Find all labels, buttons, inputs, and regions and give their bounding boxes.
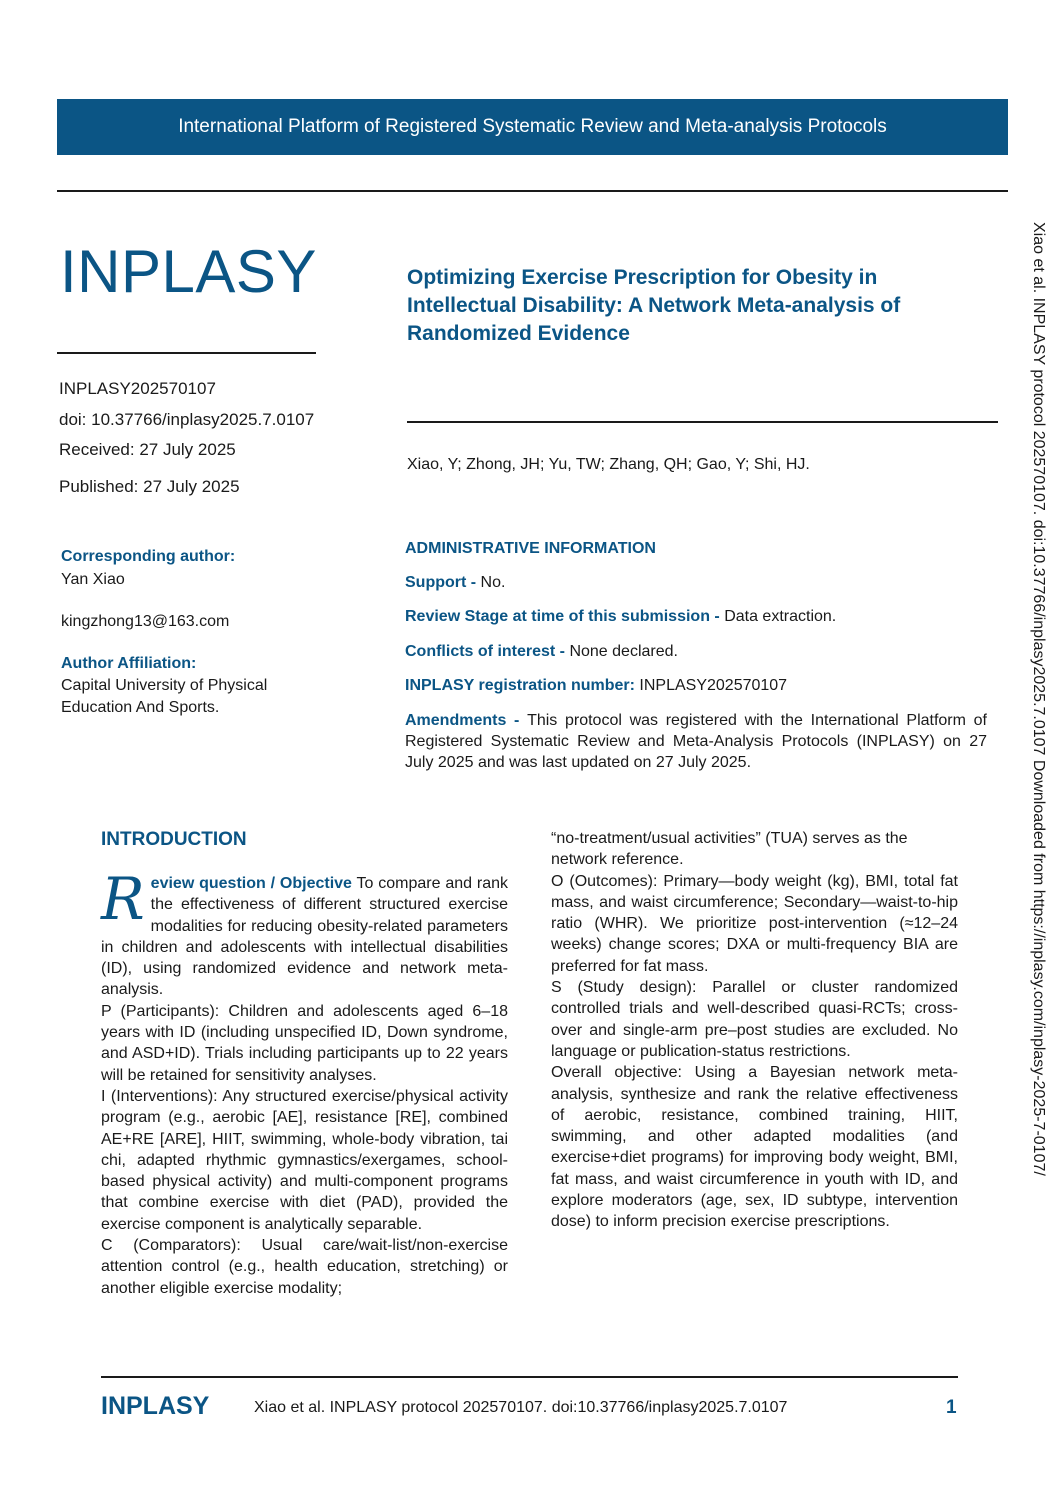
page-number: 1 <box>946 1397 957 1418</box>
comparators-continuation: “no-treatment/usual activities” (TUA) serves as the network reference. <box>551 830 908 869</box>
side-citation-text: Xiao et al. INPLASY protocol 202570107. doi:10.37766/inplasy2025.7.0107 Downloaded from https://inplasy.com/inplasy-2025-7-0107/ <box>1030 222 1047 1176</box>
column-right <box>551 828 958 1233</box>
support-value: No. <box>480 574 506 591</box>
admin-amendments <box>405 710 987 773</box>
drop-cap: R <box>101 865 145 933</box>
title-rule <box>407 421 998 423</box>
author-list: Xiao, Y; Zhong, JH; Yu, TW; Zhang, QH; Gao, Y; Shi, HJ. <box>407 456 810 473</box>
introduction-heading: INTRODUCTION <box>101 829 247 850</box>
interventions-paragraph: I (Interventions): Any structured exercise/physical activity program (e.g., aerobic [AE], resistance [RE], combined AE+RE [ARE], HIIT, swimming, whole-body vibration, tai chi, adapted rhythmic gymnastics/exergames, school-based physical activity) and multi-component programs that combine exercise with diet (PAD), provided the exercise component is analytically separable. <box>101 1087 508 1233</box>
received-date: Received: 27 July 2025 <box>59 440 236 459</box>
objective-lead: eview question / Objective <box>150 875 352 892</box>
inplasy-logo: INPLASY <box>60 238 317 305</box>
banner-text: International Platform of Registered Systematic Review and Meta-analysis Protocols <box>178 116 887 137</box>
admin-review-stage <box>405 606 987 627</box>
admin-heading: ADMINISTRATIVE INFORMATION <box>405 540 656 557</box>
doi: doi: 10.37766/inplasy2025.7.0107 <box>59 410 315 429</box>
study-design-paragraph: S (Study design): Parallel or cluster randomized controlled trials and well-described quasi-RCTs; cross-over and single-arm pre–post studies are excluded. No language or publication-status restrictions. <box>551 979 958 1060</box>
footer-citation: Xiao et al. INPLASY protocol 202570107. doi:10.37766/inplasy2025.7.0107 <box>254 1399 788 1416</box>
side-citation <box>1023 222 1053 1302</box>
affiliation-label: Author Affiliation: <box>61 655 197 672</box>
corresponding-author-label: Corresponding author: <box>61 548 236 565</box>
affiliation-line1: Capital University of Physical <box>61 677 268 694</box>
paper-title: Optimizing Exercise Prescription for Obesity in Intellectual Disability: A Network Meta-analysis of Randomized Evidence <box>407 266 901 345</box>
corresponding-author-email[interactable]: kingzhong13@163.com <box>61 613 230 630</box>
stage-value: Data extraction. <box>724 608 837 625</box>
header-banner <box>57 99 1008 155</box>
footer-logo: INPLASY <box>101 1392 210 1420</box>
column-left <box>101 865 508 1299</box>
objective-text: To compare and rank the effectiveness of different structured exercise modalities for reducing obesity-related parameters in children and adolescents with intellectual disabilities (ID), using randomized evidence and network meta-analysis. <box>101 875 508 999</box>
footer-rule <box>101 1376 958 1378</box>
amend-value: This protocol was registered with the International Platform of Registered Systematic Review and Meta-Analysis Protocols (INPLASY) on 27 July 2025 and was last updated on 27 July 2025. <box>405 712 987 771</box>
admin-conflicts <box>405 641 987 662</box>
top-rule <box>57 190 1008 192</box>
affiliation-line2: Education And Sports. <box>61 699 220 716</box>
objective-paragraph <box>101 865 508 1001</box>
admin-registration-number <box>405 675 987 696</box>
amend-label: Amendments - <box>405 712 528 729</box>
conflicts-value: None declared. <box>569 643 678 660</box>
admin-support <box>405 572 987 593</box>
support-label: Support - <box>405 574 481 591</box>
corresponding-author-name: Yan Xiao <box>61 571 125 588</box>
registration-id: INPLASY202570107 <box>59 379 216 398</box>
conflicts-label: Conflicts of interest - <box>405 643 570 660</box>
stage-label: Review Stage at time of this submission - <box>405 608 725 625</box>
published-date: Published: 27 July 2025 <box>59 477 240 496</box>
outcomes-paragraph: O (Outcomes): Primary—body weight (kg), BMI, total fat mass, and waist circumference; Secondary—waist-to-hip ratio (WHR). We prioritize post-intervention (≈12–24 weeks) change scores; DXA or multi-frequency BIA are preferred for fat mass. <box>551 872 958 975</box>
participants-paragraph: P (Participants): Children and adolescents aged 6–18 years with ID (including unspecified ID, Down syndrome, and ASD+ID). Trials including participants up to 22 years will be retained for sensitivity analyses. <box>101 1002 508 1084</box>
logo-rule <box>57 352 316 354</box>
reg-label: INPLASY registration number: <box>405 677 640 694</box>
overall-objective-paragraph: Overall objective: Using a Bayesian network meta-analysis, synthesize and rank the relative effectiveness of aerobic, resistance, combined training, HIIT, swimming, and other adapted modalities (and exercise+diet programs) for improving body weight, BMI, fat mass, and waist circumference in youth with ID, and explore moderators (age, sex, ID subtype, intervention dose) to inform precision exercise prescriptions. <box>551 1064 958 1231</box>
comparators-paragraph: C (Comparators): Usual care/wait-list/non-exercise attention control (e.g., health education, stretching) or another eligible exercise modality; <box>101 1237 508 1297</box>
reg-value: INPLASY202570107 <box>639 677 788 694</box>
